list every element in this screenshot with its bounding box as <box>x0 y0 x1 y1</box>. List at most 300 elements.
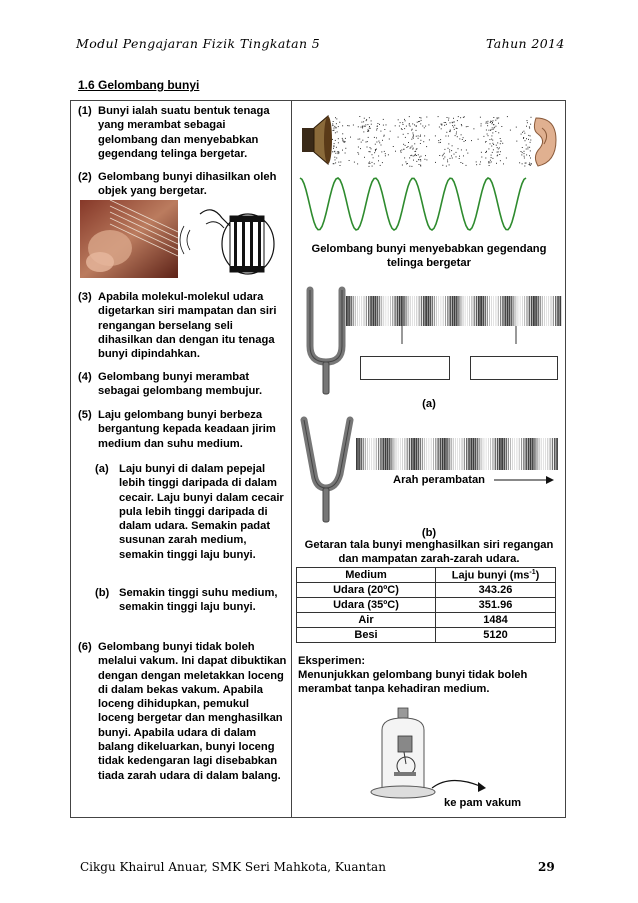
air-particle <box>369 128 370 129</box>
compression-bar <box>355 296 356 326</box>
compression-bar <box>419 296 420 326</box>
air-particle <box>524 151 525 152</box>
air-particle <box>336 158 337 159</box>
air-particle <box>336 123 337 124</box>
air-particle <box>522 163 523 164</box>
air-particle <box>335 140 336 141</box>
air-particle <box>467 126 468 127</box>
blank-label-box-compression <box>360 356 450 380</box>
air-particle <box>413 148 414 149</box>
paragraph-number: (6) <box>78 641 92 653</box>
compression-bar <box>521 438 522 470</box>
compression-bar <box>515 296 516 326</box>
air-particle <box>366 142 367 143</box>
air-particle <box>448 136 449 137</box>
air-particle <box>384 129 385 130</box>
compression-bar <box>542 296 543 326</box>
air-particle <box>452 122 453 123</box>
air-particle <box>523 137 524 138</box>
bell-jar-icon <box>371 708 435 798</box>
air-particle <box>398 137 399 138</box>
air-particle <box>460 117 461 118</box>
air-particle <box>457 120 458 121</box>
air-particle <box>366 120 367 121</box>
compression-bar <box>520 296 521 326</box>
air-particle <box>480 161 481 162</box>
paragraph-text: Semakin tinggi suhu medium, semakin tinggi laju bunyi. <box>119 587 278 614</box>
air-particle <box>444 149 445 150</box>
air-particle <box>334 143 335 144</box>
air-particle <box>362 140 363 141</box>
air-particle <box>414 143 415 144</box>
compression-bar <box>481 438 482 470</box>
air-particle <box>409 123 410 124</box>
air-particle <box>420 123 421 124</box>
compression-bar <box>522 296 523 326</box>
paragraph-5b <box>95 586 287 615</box>
air-particle <box>445 136 446 137</box>
compression-bar <box>350 296 352 326</box>
bell-jar-vacuum-illustration <box>368 704 538 804</box>
air-particle <box>377 126 378 127</box>
air-particle <box>364 157 365 158</box>
air-particle <box>409 125 410 126</box>
air-particle <box>488 135 489 136</box>
air-particle <box>529 155 530 156</box>
air-particle <box>421 120 422 121</box>
compression-bar <box>449 296 451 326</box>
paragraph-number: (3) <box>78 291 92 303</box>
guitar-photo <box>80 200 178 278</box>
air-particle <box>524 158 525 159</box>
air-particle <box>459 138 460 139</box>
air-particle <box>424 159 425 160</box>
compression-bar <box>490 438 491 470</box>
air-particle <box>398 119 399 120</box>
air-particle <box>479 164 480 165</box>
air-particle <box>492 127 493 128</box>
air-particle <box>497 155 498 156</box>
paragraph-text: Bunyi ialah suatu bentuk tenaga yang merambat sebagai gelombang dan menyebabkan gegendang telinga bergetar. <box>98 105 270 160</box>
air-particle <box>529 164 530 165</box>
compression-bar <box>460 296 461 326</box>
air-particle <box>528 139 529 140</box>
air-particle <box>364 118 365 119</box>
air-particle <box>526 145 527 146</box>
air-particle <box>467 153 468 154</box>
air-particle <box>333 130 334 131</box>
air-particle <box>375 144 376 145</box>
air-particle <box>528 147 529 148</box>
compression-bar <box>456 296 458 326</box>
air-particle <box>335 162 336 163</box>
experiment-text: Menunjukkan gelombang bunyi tidak boleh merambat tanpa kehadiran medium. <box>298 669 528 696</box>
compression-bar <box>497 438 499 470</box>
air-particle <box>463 137 464 138</box>
air-particle <box>465 140 466 141</box>
air-particle <box>353 125 354 126</box>
paragraph-5a <box>95 462 287 562</box>
air-particle <box>497 147 498 148</box>
air-particle <box>384 151 385 152</box>
table-header-row <box>297 568 556 583</box>
air-particle <box>408 146 409 147</box>
compression-bar <box>378 438 379 470</box>
table-row <box>297 628 556 643</box>
compression-bar <box>438 296 439 326</box>
air-particle <box>332 139 333 140</box>
air-particle <box>441 128 442 129</box>
air-particle <box>336 127 337 128</box>
air-particle <box>336 118 337 119</box>
air-particle <box>420 136 421 137</box>
air-particle <box>426 159 427 160</box>
air-particle <box>441 125 442 126</box>
air-particle <box>342 125 343 126</box>
compression-bar <box>444 438 446 470</box>
air-particle <box>459 156 460 157</box>
air-particle <box>446 132 447 133</box>
compression-bar <box>416 296 417 326</box>
air-particle <box>500 141 501 142</box>
compression-bar <box>468 438 470 470</box>
air-particle <box>400 150 401 151</box>
air-particle <box>347 125 348 126</box>
air-particle <box>438 140 439 141</box>
air-particle <box>493 124 494 125</box>
air-particle <box>420 140 421 141</box>
air-particle <box>510 130 511 131</box>
air-particle <box>374 137 375 138</box>
air-particle <box>371 120 372 121</box>
air-particle <box>361 127 362 128</box>
ear-icon <box>534 118 556 166</box>
compression-bar <box>409 438 410 470</box>
compression-bar <box>504 296 506 326</box>
air-particle <box>492 123 493 124</box>
compression-bar <box>367 438 368 470</box>
air-particle <box>375 150 376 151</box>
air-particle <box>488 162 489 163</box>
air-particle <box>416 136 417 137</box>
air-particle <box>498 151 499 152</box>
air-particle <box>340 162 341 163</box>
air-particle <box>491 161 492 162</box>
compression-bar <box>507 296 509 326</box>
air-particle <box>491 135 492 136</box>
air-particle <box>446 166 447 167</box>
compression-bar <box>455 438 456 470</box>
tuning-fork-caption: Getaran tala bunyi menghasilkan siri regangan dan mampatan zarah-zarah udara. <box>304 539 554 565</box>
air-particle <box>530 135 531 136</box>
compression-bar <box>368 296 369 326</box>
air-particle <box>389 139 390 140</box>
air-particle <box>420 165 421 166</box>
air-particle <box>388 154 389 155</box>
air-particle <box>527 122 528 123</box>
air-particle <box>525 140 526 141</box>
air-particle <box>497 142 498 143</box>
compression-bar <box>465 296 466 326</box>
air-particle <box>449 149 450 150</box>
air-particle <box>365 124 366 125</box>
air-particle <box>375 149 376 150</box>
compression-bar <box>393 438 394 470</box>
air-particle <box>373 157 374 158</box>
air-particle <box>342 133 343 134</box>
air-particle <box>493 149 494 150</box>
air-particle <box>495 126 496 127</box>
air-particle <box>369 163 370 164</box>
compression-bar <box>537 296 539 326</box>
air-particle <box>371 148 372 149</box>
air-particle <box>493 120 494 121</box>
compression-bar <box>517 438 518 470</box>
air-particle <box>403 144 404 145</box>
air-particle <box>393 146 394 147</box>
table-cell: Air <box>297 613 436 628</box>
air-particle <box>425 155 426 156</box>
air-particle <box>429 139 430 140</box>
air-particle <box>435 162 436 163</box>
compression-bar <box>415 438 417 470</box>
air-particle <box>442 155 443 156</box>
air-particle <box>498 132 499 133</box>
air-particle <box>344 142 345 143</box>
table-row <box>297 598 556 613</box>
air-particle <box>405 161 406 162</box>
air-particle <box>383 125 384 126</box>
air-particle <box>334 126 335 127</box>
compression-bar <box>380 438 382 470</box>
air-particle <box>523 131 524 132</box>
air-particle <box>486 121 487 122</box>
air-particle <box>383 119 384 120</box>
air-particle <box>412 133 413 134</box>
air-particle <box>456 128 457 129</box>
air-particle <box>529 126 530 127</box>
compression-bar <box>429 438 430 470</box>
wave-caption: Gelombang bunyi menyebabkan gegendang telinga bergetar <box>311 243 547 269</box>
air-particle <box>528 135 529 136</box>
air-particle <box>441 124 442 125</box>
compression-bar <box>513 296 514 326</box>
air-particle <box>522 132 523 133</box>
air-particle <box>358 126 359 127</box>
air-particle <box>483 136 484 137</box>
air-particle <box>415 154 416 155</box>
compression-bar <box>356 438 358 470</box>
air-particle <box>410 147 411 148</box>
air-particle <box>530 165 531 166</box>
compression-bar <box>553 296 554 326</box>
air-particle <box>405 137 406 138</box>
air-particle <box>491 155 492 156</box>
air-particle <box>421 156 422 157</box>
air-particle <box>358 147 359 148</box>
air-particle <box>527 148 528 149</box>
air-particle <box>521 134 522 135</box>
air-particle <box>385 153 386 154</box>
compression-bar <box>360 438 362 470</box>
experiment-title: Eksperimen: <box>298 655 366 667</box>
table-cell: Udara (20ºC) <box>297 583 436 598</box>
compression-bar <box>498 296 499 326</box>
header-year: Tahun 2014 <box>486 36 565 51</box>
air-particle <box>452 125 453 126</box>
compression-bar <box>365 438 366 470</box>
air-particle <box>456 156 457 157</box>
air-particle <box>338 162 339 163</box>
air-particle <box>481 123 482 124</box>
compression-bar <box>509 296 511 326</box>
air-particle <box>335 153 336 154</box>
air-particle <box>458 148 459 149</box>
compression-bar <box>532 438 534 470</box>
compression-bar <box>442 438 444 470</box>
air-particle <box>338 152 339 153</box>
air-particle <box>444 153 445 154</box>
air-particle <box>450 130 451 131</box>
paragraph-2 <box>78 170 288 199</box>
figure-b-label: (b) <box>421 527 437 539</box>
paragraph-5 <box>78 408 288 451</box>
paragraph-number: (1) <box>78 105 92 117</box>
air-particle <box>416 126 417 127</box>
compression-bar <box>459 438 460 470</box>
air-particle <box>444 157 445 158</box>
air-particle <box>370 147 371 148</box>
table-header-text: ) <box>535 569 540 582</box>
air-particle <box>335 159 336 160</box>
air-particle <box>357 163 358 164</box>
air-particle <box>529 163 530 164</box>
paragraph-text: Apabila molekul-molekul udara digetarkan siri mampatan dan siri rengangan berselang seli dihasilkan dan dengan itu tenaga bunyi dipindahkan. <box>98 291 277 361</box>
air-particle <box>487 134 488 135</box>
air-particle <box>333 148 334 149</box>
air-particle <box>487 125 488 126</box>
air-particle <box>442 165 443 166</box>
air-particle <box>410 126 411 127</box>
air-particle <box>471 140 472 141</box>
air-particle <box>333 130 334 131</box>
air-particle <box>496 145 497 146</box>
compression-bar <box>370 296 372 326</box>
compression-bar <box>386 296 387 326</box>
air-particle <box>372 154 373 155</box>
air-particle <box>486 130 487 131</box>
air-particle <box>424 135 425 136</box>
air-particle <box>338 142 339 143</box>
compression-bar <box>353 296 354 326</box>
compression-bar <box>495 438 496 470</box>
air-particle <box>453 127 454 128</box>
air-particle <box>521 151 522 152</box>
propagation-direction-label: Arah perambatan <box>384 473 494 487</box>
air-particle <box>443 154 444 155</box>
vibrating-objects-illustration <box>80 200 280 278</box>
air-particle <box>452 158 453 159</box>
air-particle <box>491 121 492 122</box>
compression-bar <box>397 296 399 326</box>
compression-bar <box>519 438 520 470</box>
compression-bar <box>485 296 486 326</box>
air-particle <box>409 166 410 167</box>
air-particle <box>485 152 486 153</box>
air-particle <box>408 133 409 134</box>
compression-bar <box>418 438 420 470</box>
compression-bar <box>448 438 449 470</box>
compression-bar <box>454 296 456 326</box>
compression-bar <box>469 296 470 326</box>
compression-bar <box>543 438 544 470</box>
air-particle <box>404 119 405 120</box>
compression-bar <box>434 296 435 326</box>
air-particle <box>418 154 419 155</box>
arrow-right-icon <box>546 476 554 484</box>
compression-bar <box>431 438 432 470</box>
arrow-right-icon <box>478 782 486 792</box>
air-particle <box>497 152 498 153</box>
table-cell: 351.96 <box>436 598 556 613</box>
compression-bar <box>491 296 492 326</box>
air-particle <box>368 131 369 132</box>
compression-bar <box>359 296 360 326</box>
air-particle <box>463 117 464 118</box>
air-particle <box>531 117 532 118</box>
air-particle <box>371 124 372 125</box>
compression-bar <box>392 296 393 326</box>
compression-bar <box>383 296 384 326</box>
paragraph-number: (2) <box>78 171 92 183</box>
compression-bar <box>371 438 372 470</box>
air-particle <box>411 139 412 140</box>
compression-bar <box>401 296 403 326</box>
air-particle <box>492 122 493 123</box>
air-particle <box>530 158 531 159</box>
air-particle <box>428 124 429 125</box>
air-particle <box>402 122 403 123</box>
compression-bar <box>559 296 561 326</box>
air-particle <box>488 130 489 131</box>
paragraph-number: (4) <box>78 371 92 383</box>
compression-bar <box>348 296 350 326</box>
air-particle <box>342 139 343 140</box>
air-particle <box>334 157 335 158</box>
air-particle <box>416 130 417 131</box>
air-particle <box>414 124 415 125</box>
air-particle <box>403 149 404 150</box>
air-particle <box>481 157 482 158</box>
air-particle <box>412 123 413 124</box>
air-particle <box>363 121 364 122</box>
vacuum-pipe <box>432 780 480 788</box>
air-particle <box>342 138 343 139</box>
paragraph-number: (b) <box>95 587 110 599</box>
air-particle <box>498 117 499 118</box>
air-particle <box>332 151 333 152</box>
air-particle <box>439 155 440 156</box>
sound-wave-graph <box>300 172 530 236</box>
air-particle <box>495 131 496 132</box>
air-particle <box>426 117 427 118</box>
air-particle <box>491 157 492 158</box>
compression-bar <box>489 296 490 326</box>
air-particle <box>338 152 339 153</box>
air-particle <box>336 147 337 148</box>
air-particle <box>412 149 413 150</box>
air-particle <box>338 138 339 139</box>
